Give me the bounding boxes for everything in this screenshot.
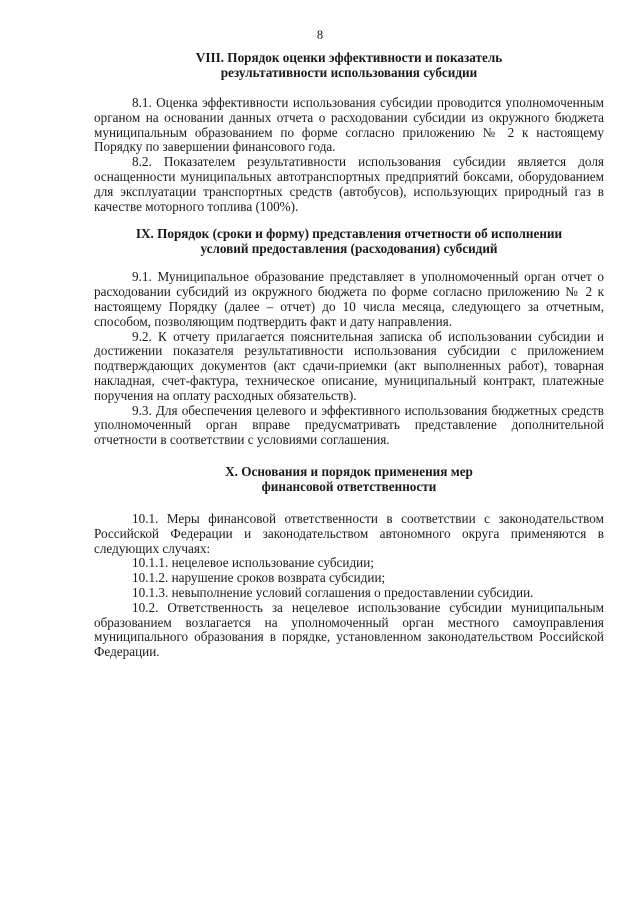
section-9-heading	[94, 226, 604, 256]
section-10-heading-line-1: X. Основания и порядок применения мер	[225, 463, 473, 479]
paragraph-8-1: 8.1. Оценка эффективности использования субсидии проводится уполномоченным органом на основании данных отчета о расходовании субсидии из окружного бюджета муниципальным образованием по форме согласно приложению № 2 к настоящему Порядку по завершении финансового года.	[94, 95, 604, 155]
paragraph-10-1-2: 10.1.2. нарушение сроков возврата субсидии;	[132, 570, 386, 586]
paragraph-10-1: 10.1. Меры финансовой ответственности в соответствии с законодательством Российской Федерации и законодательством автономного округа применяются в следующих случаях:	[94, 510, 604, 556]
section-10-heading-line-2: финансовой ответственности	[261, 478, 437, 494]
section-10-heading	[94, 464, 604, 494]
paragraph-10-1-3: 10.1.3. невыполнение условий соглашения о предоставлении субсидии.	[132, 584, 534, 600]
section-8-heading-line-2: результативности использования субсидии	[220, 65, 478, 80]
paragraph-9-1: 9.1. Муниципальное образование представляет в уполномоченный орган отчет о расходовании субсидий из окружного бюджета по форме согласно приложению № 2 к настоящему Порядку (далее – отчет) до 10 числа месяца, следующего за отчетным, способом, позволяющим подтвердить факт и дату направления.	[94, 269, 604, 329]
section-8-heading	[94, 50, 604, 80]
page-number: 8	[316, 28, 324, 42]
paragraph-10-2: 10.2. Ответственность за нецелевое использование субсидии муниципальным образованием возлагается на уполномоченный орган местного самоуправления муниципального образования в порядке, установленном законодательством Российской Федерации.	[94, 599, 604, 660]
paragraph-10-1-1: 10.1.1. нецелевое использование субсидии;	[132, 555, 374, 571]
page-content	[94, 50, 604, 660]
paragraph-8-2: 8.2. Показателем результативности использования субсидии является доля оснащенности муниципальных автотранспортных предприятий боксами, оборудованием для эксплуатации транспортных средств (автобусов), использующих природный газ в качестве моторного топлива (100%).	[94, 154, 604, 214]
section-8-heading-line-1: VIII. Порядок оценки эффективности и показатель	[195, 50, 503, 65]
paragraph-9-2: 9.2. К отчету прилагается пояснительная записка об использовании субсидии и достижении показателя результативности использования субсидии с приложением подтверждающих документов (акт сдачи-приемки (акт выполненных работ), товарная накладная, счет-фактура, техническое описание, муниципальный контракт, платежные поручения на оплату расходных обязательств).	[94, 328, 604, 403]
section-9-heading-line-2: условий предоставления (расходования) субсидий	[200, 241, 498, 257]
paragraph-9-3: 9.3. Для обеспечения целевого и эффективного использования бюджетных средств уполномоченный орган вправе предусматривать представление дополнительной отчетности в соответствии с условиями соглашения.	[94, 402, 604, 448]
section-9-heading-line-1: IX. Порядок (сроки и форму) представления отчетности об исполнении	[135, 226, 563, 242]
